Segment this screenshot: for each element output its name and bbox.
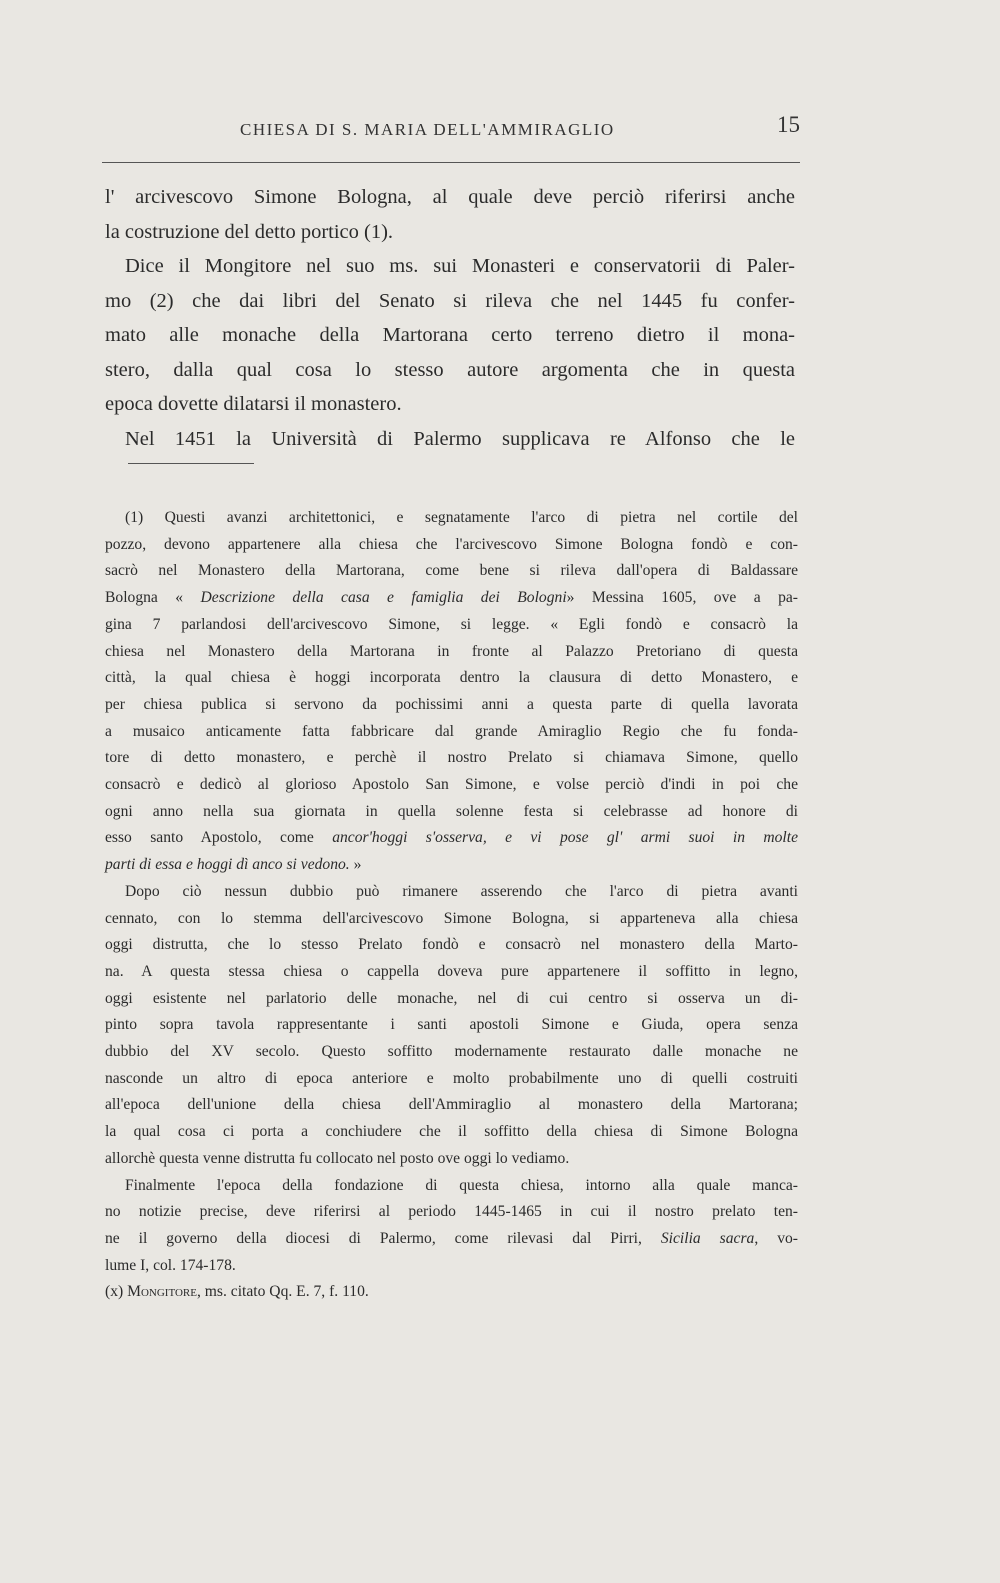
footnote-line: città, la qual chiesa è hoggi incorporata dentro la clausura di detto Monastero, e (105, 669, 798, 687)
footnote-line: cennato, con lo stemma dell'arcivescovo Simone Bologna, si apparteneva alla chiesa (105, 909, 798, 927)
footnote-line (105, 852, 798, 879)
footnote-rule (128, 463, 254, 464)
footnote-line: consacrò e dedicò al glorioso Apostolo San Simone, e volse perciò d'indi in poi che (105, 776, 798, 794)
footnote-line: all'epoca dell'unione della chiesa dell'Ammiraglio al monastero della Martorana; (105, 1096, 798, 1114)
footnote-line: pinto sopra tavola rappresentante i santi apostoli Simone e Giuda, opera senza (105, 1016, 798, 1034)
footnote-italic-title: Descrizione della casa e famiglia dei Bologni (200, 589, 567, 607)
body-line: mo (2) che dai libri del Senato si rileva che nel 1445 fu confer- (105, 289, 795, 312)
footnote-italic-quote: parti di essa e hoggi dì anco si vedono. (105, 856, 350, 874)
body-line: Dice il Mongitore nel suo ms. sui Monasteri e conservatorii di Paler- (125, 255, 795, 277)
footnote-line (105, 825, 798, 852)
footnote-line (105, 585, 798, 612)
running-title: CHIESA DI S. MARIA DELL'AMMIRAGLIO (240, 120, 615, 139)
footnote-line: gina 7 parlandosi dell'arcivescovo Simone, si legge. « Egli fondò e consacrò la (105, 615, 798, 633)
footnote-italic-title: Sicilia sacra (660, 1229, 755, 1247)
footnote-text: , ms. citato Qq. E. 7, f. 110. (196, 1283, 369, 1301)
footnote-line: (1) Questi avanzi architettonici, e segnatamente l'arco di pietra nel cortile del (125, 509, 798, 526)
footnote-line: nasconde un altro di epoca anteriore e molto probabilmente uno di quelli costruiti (105, 1069, 798, 1087)
footnote-line: na. A questa stessa chiesa o cappella doveva pure appartenere il soffitto in legno, (105, 962, 798, 980)
footnote-line: pozzo, devono appartenere alla chiesa che l'arcivescovo Simone Bologna fondò e con- (105, 535, 798, 553)
page-number: 15 (777, 112, 800, 137)
footnote-text: esso santo Apostolo, come (105, 829, 314, 847)
footnotes (105, 505, 798, 1306)
body-line: Nel 1451 la Università di Palermo supplicava re Alfonso che le (125, 427, 795, 450)
body-line: stero, dalla qual cosa lo stesso autore argomenta che in questa (105, 358, 795, 381)
footnote-line: chiesa nel Monastero della Martorana in fronte al Palazzo Pretoriano di questa (105, 642, 798, 660)
footnote-text: » (349, 856, 362, 874)
footnote-text: Bologna « (105, 589, 184, 607)
footnote-line: la qual cosa ci porta a conchiudere che il soffitto della chiesa di Simone Bologna (105, 1123, 798, 1141)
footnote-line: no notizie precise, deve riferirsi al periodo 1445-1465 in cui il nostro prelato ten- (105, 1203, 798, 1221)
footnote-text: » Messina 1605, ove a pa- (566, 589, 798, 607)
footnote-line: sacrò nel Monastero della Martorana, come bene si rileva dall'opera di Baldassare (105, 562, 798, 580)
footnote-line (105, 1226, 798, 1253)
footnote-line: oggi distrutta, che lo stesso Prelato fondò e consacrò nel monastero della Marto- (105, 936, 798, 954)
footnote-line (105, 1279, 798, 1306)
body-text (105, 180, 795, 456)
footnote-line: lume I, col. 174-178. (105, 1256, 236, 1274)
footnote-line: oggi esistente nel parlatorio delle monache, nel di cui centro si osserva un di- (105, 989, 798, 1007)
footnote-line: Finalmente l'epoca della fondazione di questa chiesa, intorno alla quale manca- (125, 1176, 798, 1194)
body-line: la costruzione del detto portico (1). (105, 220, 394, 243)
footnote-text: (x) (105, 1283, 124, 1301)
footnote-line: a musaico anticamente fatta fabbricare dal grande Amiraglio Regio che fu fonda- (105, 722, 798, 740)
footnote-line: tore di detto monastero, e perchè il nostro Prelato si chiamava Simone, quello (105, 749, 798, 767)
header-rule (102, 162, 800, 163)
body-line: l' arcivescovo Simone Bologna, al quale deve perciò riferirsi anche (105, 186, 795, 208)
footnote-text: , vo- (754, 1229, 798, 1247)
footnote-line: allorchè questa venne distrutta fu collocato nel posto ove oggi lo vediamo. (105, 1149, 570, 1167)
footnote-line: Dopo ciò nessun dubbio può rimanere asserendo che l'arco di pietra avanti (125, 882, 798, 900)
footnote-text: ne il governo della diocesi di Palermo, come rilevasi dal Pirri, (105, 1229, 642, 1247)
body-line: mato alle monache della Martorana certo terreno dietro il mona- (105, 324, 795, 346)
footnote-line: dubbio del XV secolo. Questo soffitto modernamente restaurato dalle monache ne (105, 1043, 798, 1061)
footnote-italic-quote: ancor'hoggi s'osserva, e vi pose gl' armi suoi in molte (332, 829, 798, 847)
footnote-line: per chiesa publica si servono da pochissimi anni a questa parte di quella lavorata (105, 695, 798, 713)
body-line: epoca dovette dilatarsi il monastero. (105, 393, 402, 415)
footnote-line: ogni anno nella sua giornata in quella solenne festa si celebrasse ad honore di (105, 802, 798, 820)
footnote-author: Mongitore (127, 1283, 197, 1301)
page-header (120, 112, 800, 152)
